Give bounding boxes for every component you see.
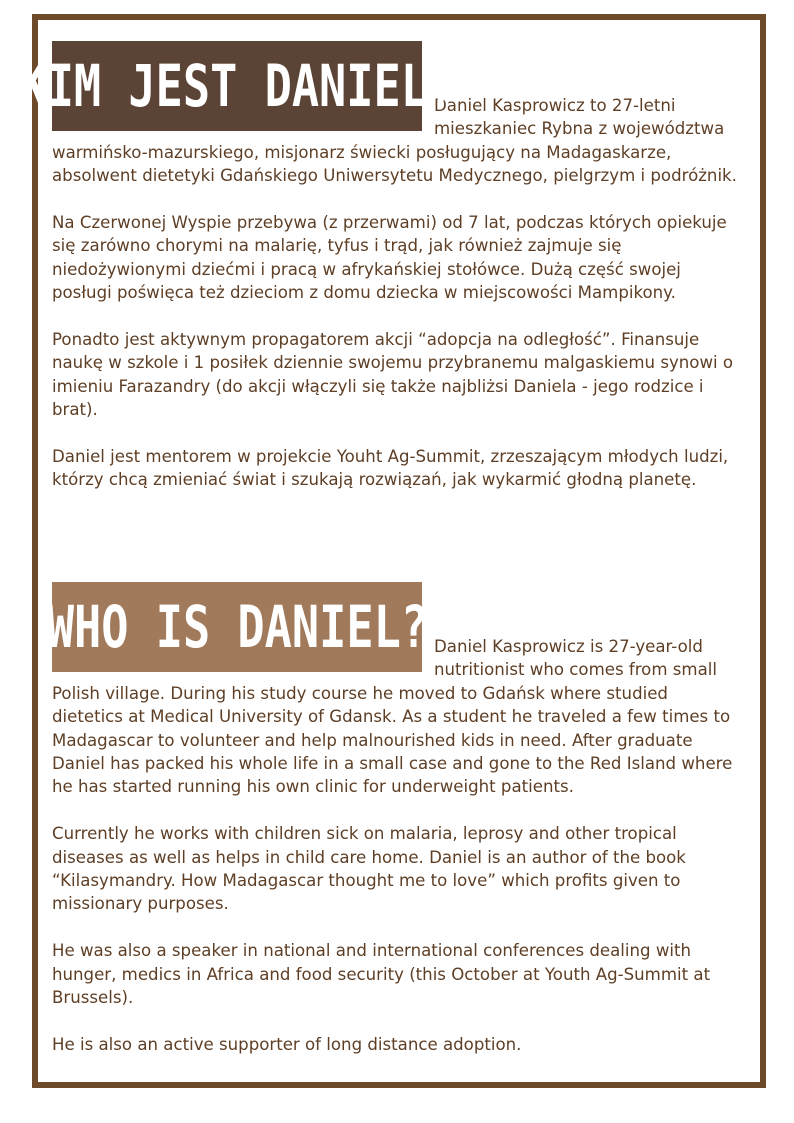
english-section [46,582,744,1056]
polish-paragraph-3: Ponadto jest aktywnym propagatorem akcji “adopcja na odległość”. Finansuje naukę w szkole i 1 posiłek dziennie swojemu przybranemu malgaskiemu synowi o imieniu Farazandry (do akcji włączyli się także najbliżsi Daniela - jego rodzice i brat). [52,330,734,420]
english-heading: WHO IS DANIEL? [46,593,428,661]
polish-paragraph-1: Daniel Kasprowicz to 27-letni mieszkaniec Rybna z województwa warmińsko-mazurskiego, misjonarz świecki posługujący na Madagaskarze, absolwent dietetyki Gdańskiego Uniwersytetu Medycznego, pielgrzym i podróżnik. [52,96,737,186]
polish-paragraph-4: Daniel jest mentorem w projekcie Youht Ag-Summit, zrzeszającym młodych ludzi, którzy chcą zmieniać świat i szukają rozwiązań, jak wykarmić głodną planetę. [52,447,729,490]
english-paragraph-1: Daniel Kasprowicz is 27-year-old nutritionist who comes from small Polish village. During his study course he moved to Gdańsk where studied dietetics at Medical University of Gdansk. As a student he traveled a few times to Madagascar to volunteer and help malnourished kids in need. After graduate Daniel has packed his whole life in a small case and gone to the Red Island where he has started running his own clinic for underweight patients. [52,637,733,797]
english-heading-banner [46,582,428,672]
polish-paragraph-2: Na Czerwonej Wyspie przebywa (z przerwami) od 7 lat, podczas których opiekuje się zarówno chorymi na malarię, tyfus i trąd, jak również zajmuje się niedożywionymi dziećmi i pracą w afrykańskiej stołówce. Dużą część swojej posługi poświęca też dzieciom z domu dziecka w miejscowości Mampikony. [52,213,727,303]
polish-heading-banner [19,41,455,131]
polish-section [19,41,744,492]
english-paragraph-3: He was also a speaker in national and international conferences dealing with hunger, medics in Africa and food security (this October at Youth Ag-Summit at Brussels). [52,941,711,1008]
english-paragraph-4: He is also an active supporter of long distance adoption. [52,1034,522,1054]
english-paragraph-2: Currently he works with children sick on malaria, leprosy and other tropical diseases as well as helps in child care home. Daniel is an author of the book “Kilasymandry. How Madagascar thought me to love” which profits given to missionary purposes. [52,824,686,914]
polish-heading: KIM JEST DANIEL? [19,52,455,120]
